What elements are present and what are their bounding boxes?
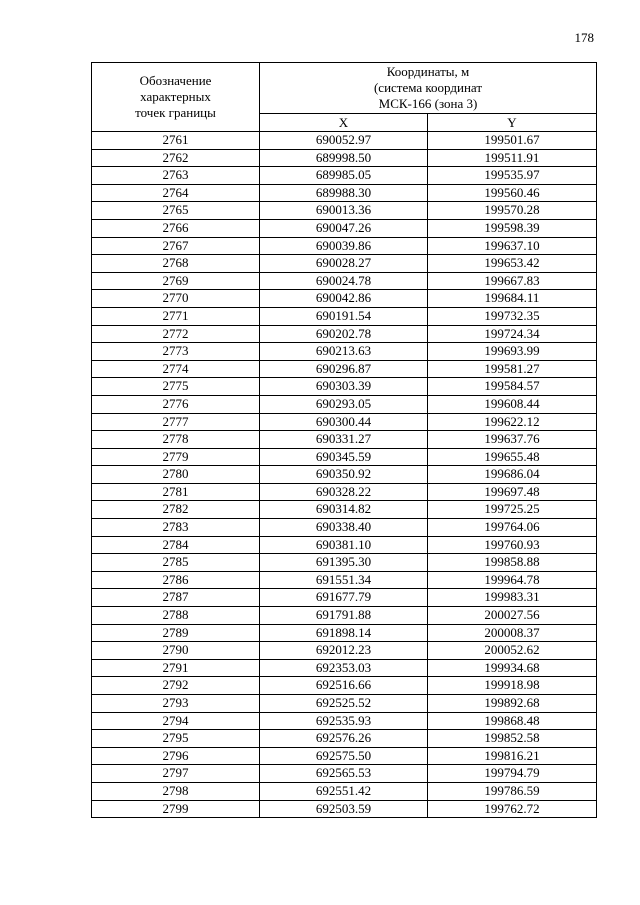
cell-point: 2780: [92, 466, 260, 484]
cell-point: 2772: [92, 325, 260, 343]
cell-y: 199608.44: [428, 395, 597, 413]
header-coordinates: Координаты, м (система координат МСК-166 (зона 3): [260, 63, 597, 114]
cell-y: 199732.35: [428, 307, 597, 325]
table-row: [92, 290, 597, 308]
cell-y: 199918.98: [428, 677, 597, 695]
table-row: [92, 448, 597, 466]
cell-point: 2793: [92, 695, 260, 713]
table-row: [92, 800, 597, 818]
table-row: [92, 378, 597, 396]
cell-x: 690191.54: [260, 307, 428, 325]
cell-y: 200008.37: [428, 624, 597, 642]
cell-point: 2795: [92, 730, 260, 748]
cell-x: 690350.92: [260, 466, 428, 484]
cell-y: 199686.04: [428, 466, 597, 484]
cell-point: 2766: [92, 219, 260, 237]
cell-point: 2791: [92, 659, 260, 677]
cell-point: 2799: [92, 800, 260, 818]
cell-point: 2769: [92, 272, 260, 290]
cell-y: 199584.57: [428, 378, 597, 396]
table-row: [92, 501, 597, 519]
table-row: [92, 255, 597, 273]
cell-point: 2768: [92, 255, 260, 273]
cell-point: 2774: [92, 360, 260, 378]
table-row: [92, 782, 597, 800]
table-row: [92, 659, 597, 677]
table-row: [92, 712, 597, 730]
table-row: [92, 624, 597, 642]
table-row: [92, 202, 597, 220]
table-header: [92, 63, 597, 132]
cell-y: 199581.27: [428, 360, 597, 378]
cell-point: 2775: [92, 378, 260, 396]
cell-y: 199653.42: [428, 255, 597, 273]
cell-point: 2789: [92, 624, 260, 642]
cell-y: 199724.34: [428, 325, 597, 343]
cell-x: 690052.97: [260, 132, 428, 150]
cell-y: 199535.97: [428, 167, 597, 185]
table-row: [92, 219, 597, 237]
cell-point: 2779: [92, 448, 260, 466]
cell-point: 2770: [92, 290, 260, 308]
table-row: [92, 325, 597, 343]
cell-x: 692551.42: [260, 782, 428, 800]
cell-y: 199983.31: [428, 589, 597, 607]
cell-y: 199667.83: [428, 272, 597, 290]
cell-point: 2765: [92, 202, 260, 220]
cell-x: 692353.03: [260, 659, 428, 677]
cell-x: 689998.50: [260, 149, 428, 167]
table-row: [92, 466, 597, 484]
cell-point: 2784: [92, 536, 260, 554]
table-row: [92, 413, 597, 431]
cell-y: 199637.10: [428, 237, 597, 255]
cell-x: 690039.86: [260, 237, 428, 255]
cell-y: 199693.99: [428, 343, 597, 361]
cell-x: 691677.79: [260, 589, 428, 607]
cell-y: 199570.28: [428, 202, 597, 220]
cell-x: 690013.36: [260, 202, 428, 220]
cell-y: 200052.62: [428, 642, 597, 660]
cell-x: 692525.52: [260, 695, 428, 713]
table-row: [92, 677, 597, 695]
cell-point: 2786: [92, 571, 260, 589]
cell-point: 2785: [92, 554, 260, 572]
table-row: [92, 607, 597, 625]
cell-y: 199852.58: [428, 730, 597, 748]
cell-point: 2761: [92, 132, 260, 150]
cell-x: 692575.50: [260, 747, 428, 765]
cell-x: 690328.22: [260, 483, 428, 501]
cell-y: 199858.88: [428, 554, 597, 572]
header-x: X: [260, 114, 428, 132]
cell-x: 692565.53: [260, 765, 428, 783]
cell-point: 2777: [92, 413, 260, 431]
table-row: [92, 431, 597, 449]
cell-point: 2796: [92, 747, 260, 765]
cell-y: 200027.56: [428, 607, 597, 625]
cell-x: 692535.93: [260, 712, 428, 730]
cell-y: 199697.48: [428, 483, 597, 501]
cell-x: 689985.05: [260, 167, 428, 185]
table-row: [92, 536, 597, 554]
cell-point: 2763: [92, 167, 260, 185]
table-row: [92, 554, 597, 572]
cell-point: 2773: [92, 343, 260, 361]
cell-y: 199794.79: [428, 765, 597, 783]
cell-x: 691551.34: [260, 571, 428, 589]
cell-x: 692516.66: [260, 677, 428, 695]
cell-x: 692503.59: [260, 800, 428, 818]
cell-y: 199762.72: [428, 800, 597, 818]
cell-x: 690338.40: [260, 519, 428, 537]
table-row: [92, 695, 597, 713]
cell-point: 2783: [92, 519, 260, 537]
table-row: [92, 642, 597, 660]
cell-x: 691395.30: [260, 554, 428, 572]
cell-x: 690028.27: [260, 255, 428, 273]
table-row: [92, 765, 597, 783]
cell-x: 690300.44: [260, 413, 428, 431]
cell-y: 199684.11: [428, 290, 597, 308]
cell-point: 2794: [92, 712, 260, 730]
cell-x: 690345.59: [260, 448, 428, 466]
cell-x: 690024.78: [260, 272, 428, 290]
cell-point: 2782: [92, 501, 260, 519]
cell-point: 2792: [92, 677, 260, 695]
cell-x: 690381.10: [260, 536, 428, 554]
cell-y: 199560.46: [428, 184, 597, 202]
cell-point: 2797: [92, 765, 260, 783]
table-row: [92, 589, 597, 607]
table-row: [92, 360, 597, 378]
cell-point: 2788: [92, 607, 260, 625]
cell-x: 690303.39: [260, 378, 428, 396]
table-row: [92, 519, 597, 537]
cell-x: 690213.63: [260, 343, 428, 361]
cell-y: 199598.39: [428, 219, 597, 237]
table-row: [92, 272, 597, 290]
cell-y: 199934.68: [428, 659, 597, 677]
table-row: [92, 184, 597, 202]
table-row: [92, 149, 597, 167]
cell-x: 692012.23: [260, 642, 428, 660]
cell-x: 690202.78: [260, 325, 428, 343]
table-row: [92, 237, 597, 255]
cell-x: 689988.30: [260, 184, 428, 202]
cell-x: 690042.86: [260, 290, 428, 308]
table-row: [92, 747, 597, 765]
cell-point: 2787: [92, 589, 260, 607]
table-row: [92, 483, 597, 501]
cell-y: 199501.67: [428, 132, 597, 150]
table-row: [92, 132, 597, 150]
cell-point: 2764: [92, 184, 260, 202]
table-row: [92, 167, 597, 185]
coordinates-table: [91, 62, 597, 818]
header-point-label: Обозначение характерных точек границы: [92, 63, 260, 132]
cell-x: 690047.26: [260, 219, 428, 237]
table-row: [92, 343, 597, 361]
table-row: [92, 307, 597, 325]
cell-y: 199725.25: [428, 501, 597, 519]
cell-y: 199964.78: [428, 571, 597, 589]
table-row: [92, 730, 597, 748]
cell-y: 199655.48: [428, 448, 597, 466]
cell-point: 2798: [92, 782, 260, 800]
cell-point: 2776: [92, 395, 260, 413]
cell-x: 691791.88: [260, 607, 428, 625]
page-number: 178: [574, 30, 594, 45]
cell-point: 2767: [92, 237, 260, 255]
cell-point: 2762: [92, 149, 260, 167]
cell-y: 199637.76: [428, 431, 597, 449]
cell-y: 199511.91: [428, 149, 597, 167]
cell-y: 199868.48: [428, 712, 597, 730]
cell-x: 690296.87: [260, 360, 428, 378]
cell-y: 199892.68: [428, 695, 597, 713]
cell-point: 2778: [92, 431, 260, 449]
table-body: [92, 132, 597, 818]
cell-x: 690293.05: [260, 395, 428, 413]
table-row: [92, 571, 597, 589]
cell-x: 692576.26: [260, 730, 428, 748]
cell-y: 199622.12: [428, 413, 597, 431]
cell-x: 691898.14: [260, 624, 428, 642]
cell-y: 199786.59: [428, 782, 597, 800]
table-row: [92, 395, 597, 413]
cell-point: 2781: [92, 483, 260, 501]
cell-y: 199760.93: [428, 536, 597, 554]
cell-y: 199764.06: [428, 519, 597, 537]
cell-y: 199816.21: [428, 747, 597, 765]
cell-point: 2771: [92, 307, 260, 325]
cell-x: 690331.27: [260, 431, 428, 449]
header-y: Y: [428, 114, 597, 132]
cell-x: 690314.82: [260, 501, 428, 519]
cell-point: 2790: [92, 642, 260, 660]
